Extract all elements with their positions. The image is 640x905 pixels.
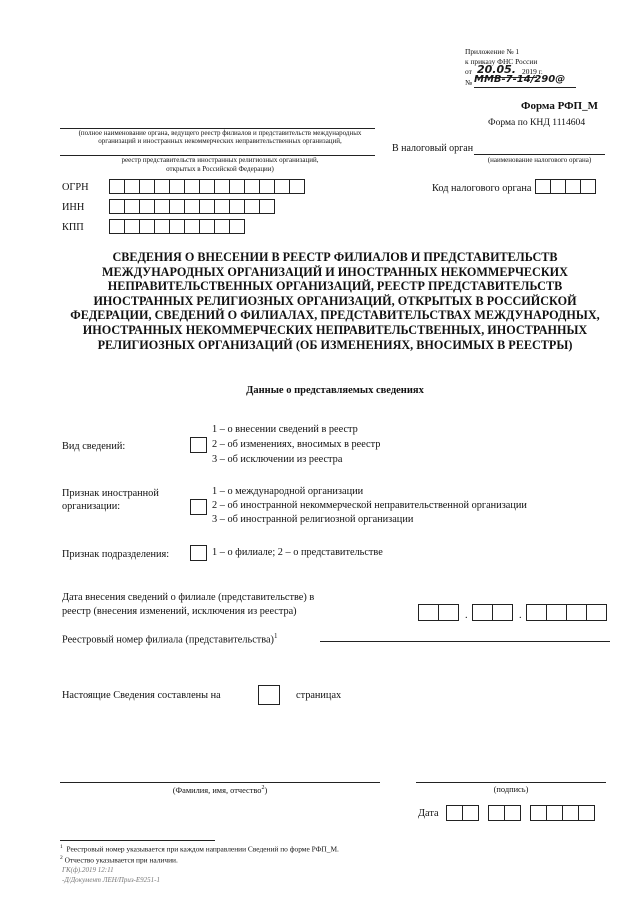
org-sign-label-2: организации: (62, 501, 121, 512)
entry-date-month-cells[interactable] (472, 604, 513, 621)
unit-sign-options: 1 – о филиале; 2 – о представительстве (212, 547, 383, 558)
pages-count-box[interactable] (258, 685, 280, 705)
entry-date-label-2: реестр (внесения изменений, исключения из реестра) (62, 606, 297, 617)
sign-date-label: Дата (418, 808, 439, 819)
inn-label: ИНН (62, 202, 85, 213)
print-stamp-1: ГК(ф).2019 12:11 (62, 866, 114, 874)
kind-input-box[interactable] (190, 437, 207, 453)
appendix-num-handwritten: ММВ-7-14/290@ (474, 74, 566, 85)
org-sign-option-1: 1 – о международной организации (212, 486, 364, 497)
section-title: Данные о представляемых сведениях (246, 385, 424, 396)
print-stamp-2: -Д/Документ ЛЕН/Приз-Е9251-1 (62, 876, 160, 884)
appendix-order: к приказу ФНС России (465, 57, 538, 66)
signature-caption: (подпись) (493, 785, 529, 794)
registry-authority-caption-3: реестр представительств иностранных религиозных организаций, (121, 156, 319, 164)
form-knd: Форма по КНД 1114604 (488, 117, 586, 128)
registry-authority-caption-2: организаций и иностранных некоммерческих неправительственных организаций, (98, 137, 342, 145)
registry-number-label: Реестровый номер филиала (представительства)$^1$ (62, 632, 278, 646)
registry-authority-caption-1: (полное наименование органа, ведущего реестр филиалов и представительств международных (78, 129, 362, 137)
kpp-label: КПП (62, 222, 84, 233)
registry-authority-caption-4: открытых в Российской Федерации) (166, 165, 274, 173)
appendix-date-prefix: от (465, 67, 472, 76)
footnote-2: $^2$ Отчество указывается при наличии. (60, 855, 178, 865)
tax-code-label: Код налогового органа (432, 183, 532, 194)
entry-date-day-cells[interactable] (418, 604, 459, 621)
unit-sign-input-box[interactable] (190, 545, 207, 561)
ogrn-label: ОГРН (62, 182, 89, 193)
registry-number-field[interactable] (320, 641, 610, 642)
sign-date-year-cells[interactable] (530, 805, 595, 821)
tax-code-cells[interactable] (535, 179, 596, 194)
appendix-date-handwritten: 20.05. (477, 63, 516, 76)
org-sign-label-1: Признак иностранной (62, 488, 159, 499)
appendix-num-prefix: № (465, 78, 473, 87)
tax-authority-caption: (наименование налогового органа) (487, 156, 592, 164)
kind-option-3: 3 – об исключении из реестра (212, 454, 343, 465)
appendix-number: Приложение № 1 (465, 47, 520, 56)
pages-prefix: Настоящие Сведения составлены на (62, 690, 221, 701)
form-name: Форма РФП_М (521, 100, 598, 112)
kpp-cells[interactable] (109, 219, 245, 234)
signature-field[interactable] (416, 782, 606, 783)
document-title: СВЕДЕНИЯ О ВНЕСЕНИИ В РЕЕСТР ФИЛИАЛОВ И ПРЕДСТАВИТЕЛЬСТВ МЕЖДУНАРОДНЫХ ОРГАНИЗАЦИЙ И ИНОСТРАННЫХ НЕКОММЕРЧЕСКИХ НЕПРАВИТЕЛЬСТВЕННЫХ ОРГАНИЗАЦИЙ, РЕЕСТР ПРЕДСТАВИТЕЛЬСТВ ИНОСТРАННЫХ РЕЛИГИОЗНЫХ ОРГАНИЗАЦИЙ, ОТКРЫТЫХ В РОССИЙСКОЙ ФЕДЕРАЦИИ, СВЕДЕНИЙ О ФИЛИАЛАХ, ПРЕДСТАВИТЕЛЬСТВАХ МЕЖДУНАРОДНЫХ, ИНОСТРАННЫХ НЕКОММЕРЧЕСКИХ НЕПРАВИТЕЛЬСТВЕННЫХ, ИНОСТРАННЫХ РЕЛИГИОЗНЫХ ОРГАНИЗАЦИЙ (ОБ ИЗМЕНЕНИЯХ, ВНОСИМЫХ В РЕЕСТРЫ) (70, 250, 600, 352)
pages-suffix: страницах (296, 690, 342, 701)
entry-date-label-1: Дата внесения сведений о филиале (представительстве) в (62, 592, 315, 603)
org-sign-option-2: 2 – об иностранной некоммерческой неправительственной организации (212, 500, 527, 511)
tax-authority-label: В налоговый орган (392, 143, 474, 154)
ogrn-cells[interactable] (109, 179, 305, 194)
inn-cells[interactable] (109, 199, 275, 214)
sign-date-month-cells[interactable] (488, 805, 521, 821)
fullname-field[interactable] (60, 782, 380, 783)
appendix-year: 2019 г. (522, 67, 543, 76)
org-sign-input-box[interactable] (190, 499, 207, 515)
kind-option-2: 2 – об изменениях, вносимых в реестр (212, 439, 381, 450)
unit-sign-label: Признак подразделения: (62, 549, 170, 560)
org-sign-option-3: 3 – об иностранной религиозной организации (212, 514, 414, 525)
kind-label: Вид сведений: (62, 441, 126, 452)
fullname-caption: (Фамилия, имя, отчество$^2$) (172, 785, 268, 795)
sign-date-day-cells[interactable] (446, 805, 479, 821)
entry-date-year-cells[interactable] (526, 604, 607, 621)
kind-option-1: 1 – о внесении сведений в реестр (212, 424, 358, 435)
footnote-1: $^1$ Реестровый номер указывается при каждом направлении Сведений по форме РФП_М. (60, 844, 339, 854)
